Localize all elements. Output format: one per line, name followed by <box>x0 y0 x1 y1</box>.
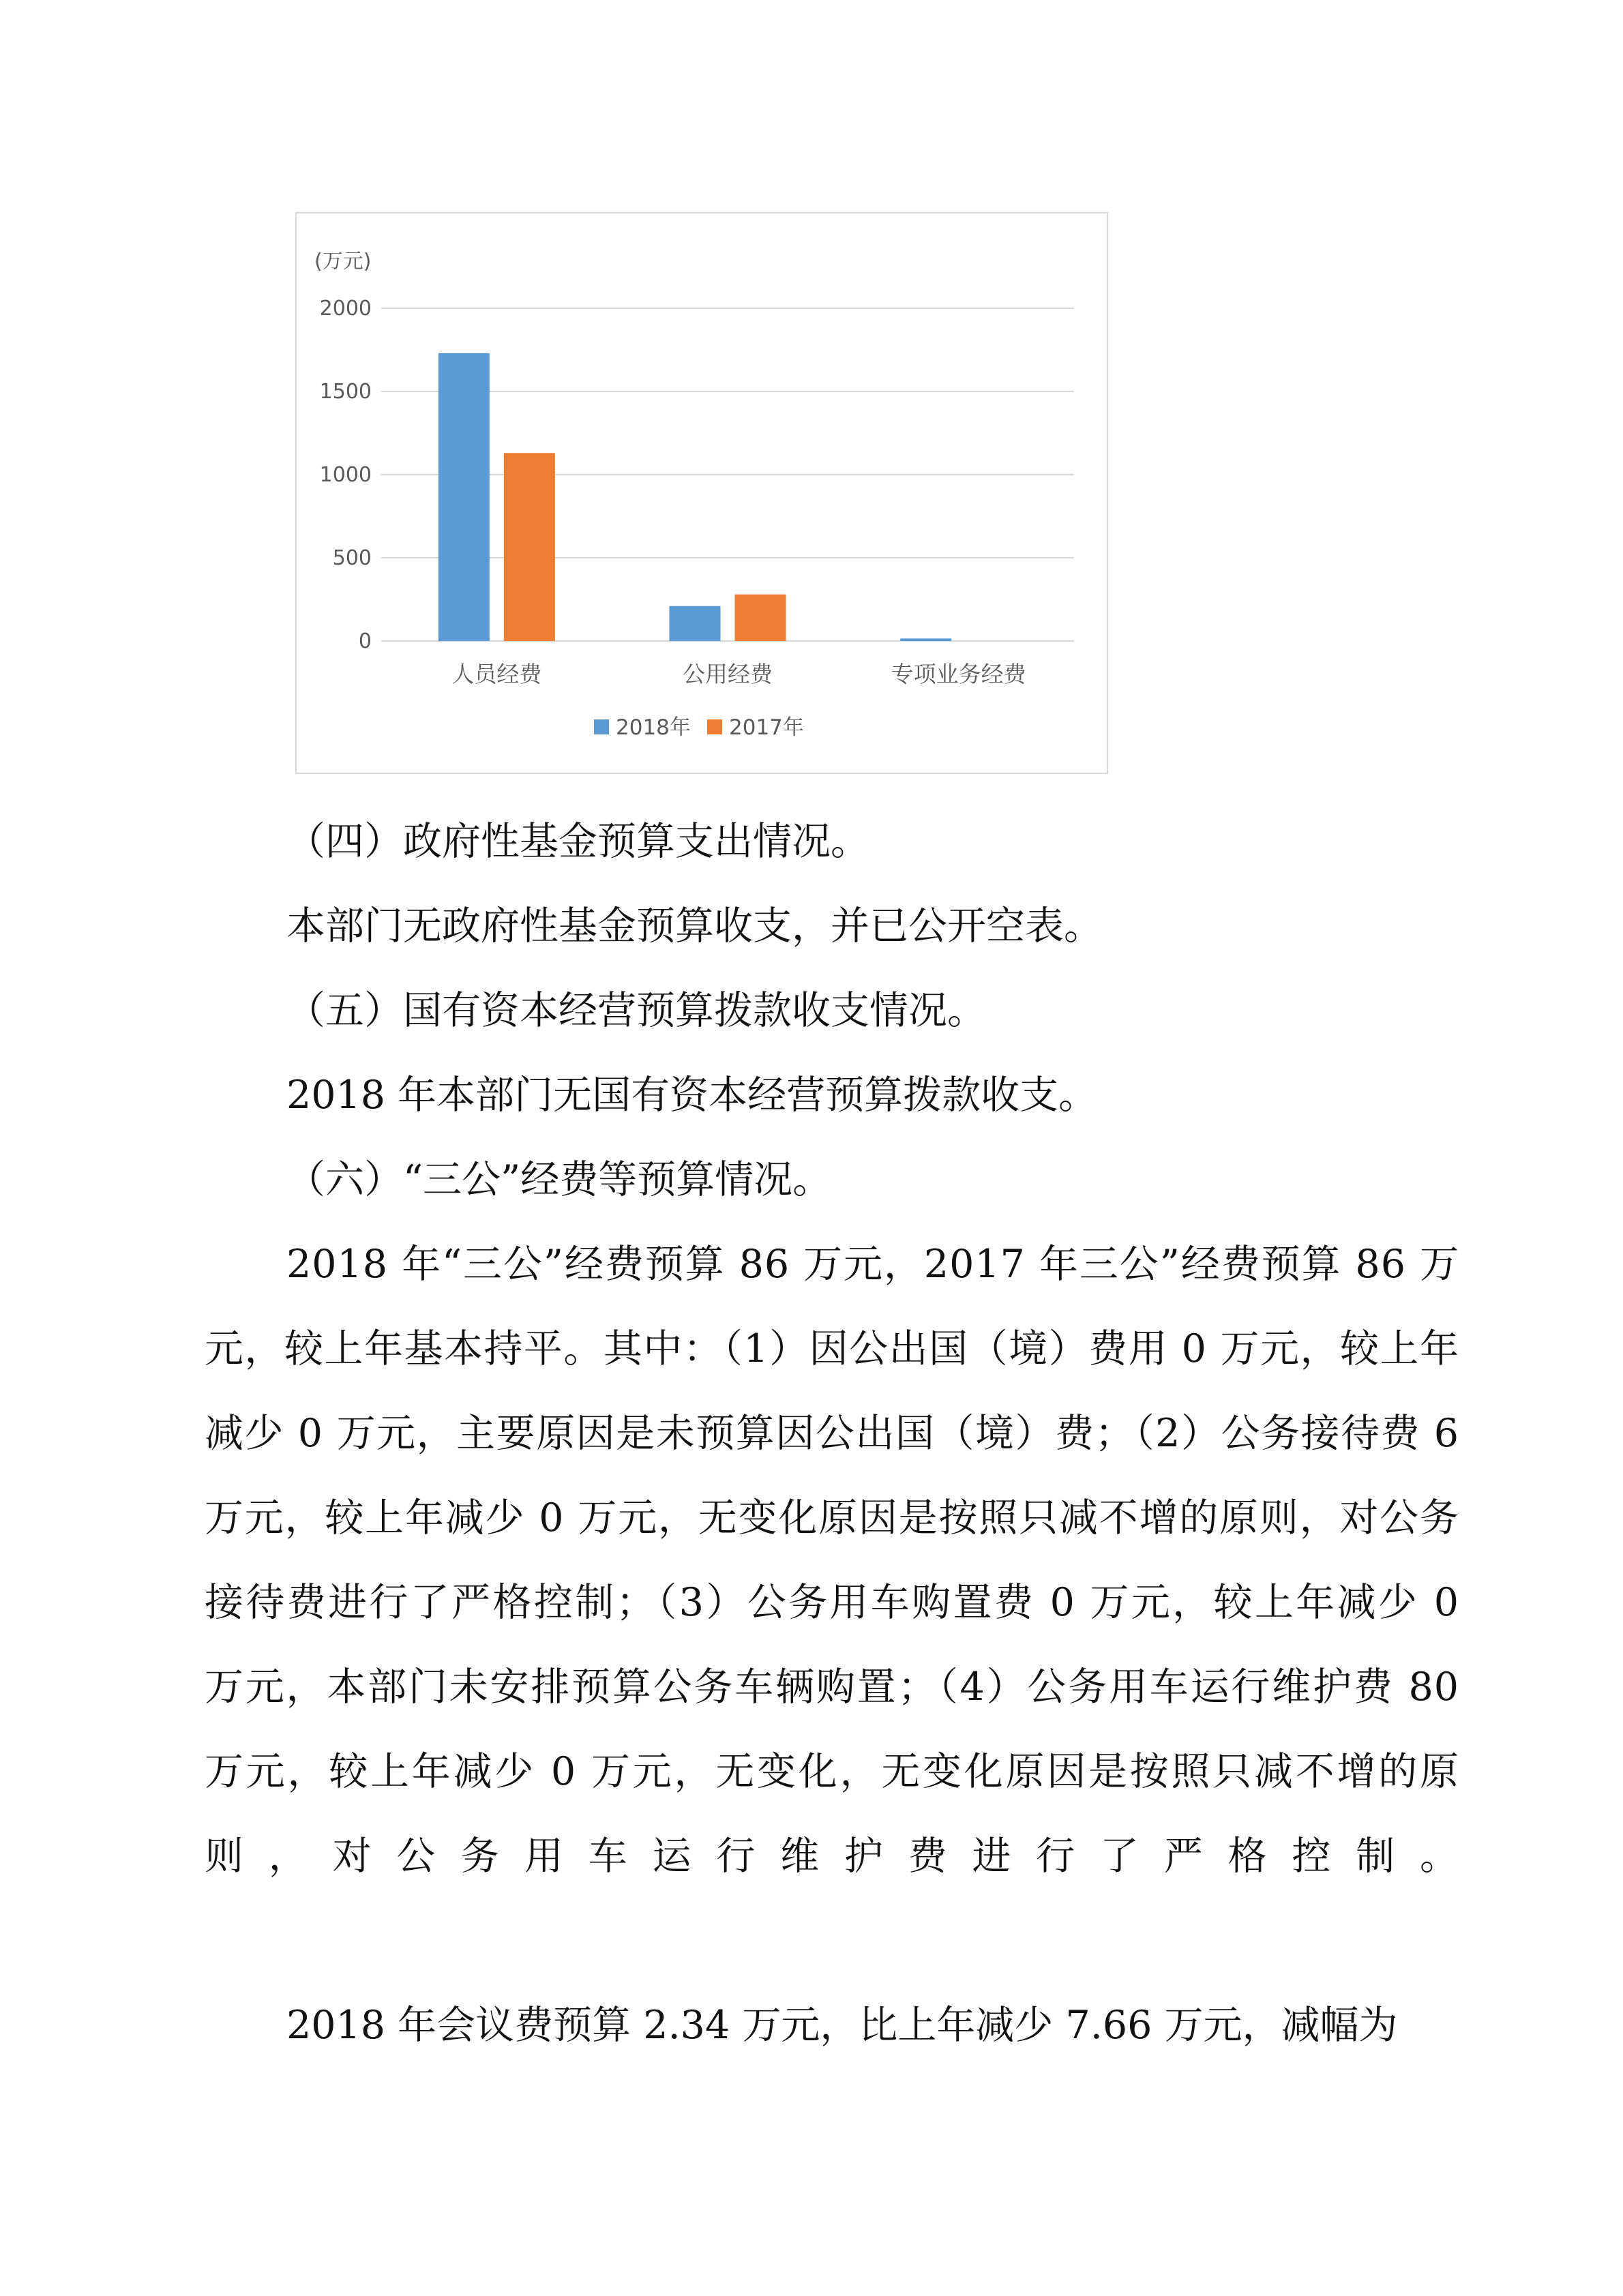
bar-0-1 <box>504 453 555 641</box>
legend-label-0: 2018年 <box>616 715 691 740</box>
bar-1-1 <box>735 595 786 641</box>
heading-three-public: （六）“三公”经费等预算情况。 <box>286 1157 832 1202</box>
y-tick-label: 500 <box>332 546 372 570</box>
x-category-label: 专项业务经费 <box>891 661 1026 687</box>
paragraph-government-fund: 本部门无政府性基金预算收支，并已公开空表。 <box>286 904 1103 949</box>
y-tick-label: 0 <box>358 629 372 653</box>
y-tick-label: 2000 <box>319 297 372 320</box>
legend-swatch-0 <box>594 719 609 734</box>
bar-2-0 <box>900 638 951 641</box>
x-category-label: 公用经费 <box>683 661 773 687</box>
paragraph-three-public-budget: 2018 年“三公”经费预算 86 万元，2017 年三公”经费预算 86 万元，较上年基本持平。其中：（1）因公出国（境）费用 0 万元，较上年减少 0 万元，主要原因是未预算因公出国（境）费；（2）公务接待费 6 万元，较上年减少 0 万元，无变化原因是按照只减不增的原则，对公务接待费进行了严格控制；（3）公务用车购置费 0 万元，较上年减少 0 万元，本部门未安排预算公务车辆购置；（4）公务用车运行维护费 80 万元，较上年减少 0 万元，无变化，无变化原因是按照只减不增的原则，对公务用车运行维护费进行了严格控制。 <box>205 1242 1459 1879</box>
y-tick-label: 1500 <box>319 380 372 404</box>
chart-canvas <box>297 213 1107 773</box>
x-category-label: 人员经费 <box>451 661 542 687</box>
heading-state-capital: （五）国有资本经营预算拨款收支情况。 <box>286 988 986 1033</box>
paragraph-meeting-fee: 2018 年会议费预算 2.34 万元，比上年减少 7.66 万元，减幅为 <box>286 2003 1398 2048</box>
budget-bar-chart <box>295 212 1108 774</box>
legend-swatch-1 <box>707 719 722 734</box>
y-unit-label: (万元) <box>314 250 372 273</box>
heading-government-fund: （四）政府性基金预算支出情况。 <box>286 819 869 864</box>
paragraph-state-capital: 2018 年本部门无国有资本经营预算拨款收支。 <box>286 1073 1098 1118</box>
legend-label-1: 2017年 <box>729 715 804 740</box>
bar-0-0 <box>438 353 490 641</box>
y-tick-label: 1000 <box>319 463 372 487</box>
bar-1-0 <box>670 606 721 641</box>
